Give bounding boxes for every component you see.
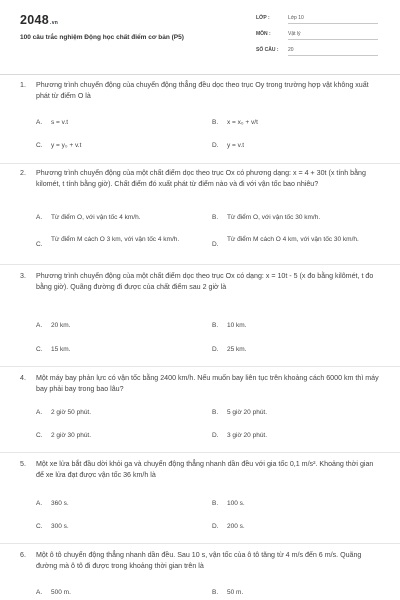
option-letter: B.	[212, 500, 219, 507]
option-letter: C.	[36, 241, 43, 248]
question-text: Một ô tô chuyển động thẳng nhanh dần đều. Sau 10 s, vận tốc của ô tô tăng từ 4 m/s đến 6 m/s. Quãng đường mà ô tô đi được trong khoảng thời gian trên là	[36, 551, 362, 570]
option-text: 500 m.	[51, 589, 71, 596]
question-number: 2.	[20, 169, 26, 177]
option-letter: D.	[212, 142, 219, 149]
class-label: LỚP :	[256, 15, 270, 21]
option-text: 10 km.	[227, 322, 247, 329]
option-text: 20 km.	[51, 322, 71, 329]
site-logo[interactable]	[20, 13, 58, 27]
option-letter: B.	[212, 409, 219, 416]
option-letter: A.	[36, 500, 43, 507]
option-text: y = v.t	[227, 142, 245, 149]
option-letter: A.	[36, 589, 43, 596]
question-text: Phương trình chuyển động của một chất điểm dọc theo trục Ox có phương dạng: x = 4 + 30t (x tính bằng kilomét, t tính bằng giờ). Chất điểm đó xuất phát từ điểm nào và đi với vận tốc bao nhiêu?	[36, 169, 366, 188]
question-divider	[0, 366, 400, 367]
question-number: 6.	[20, 551, 26, 559]
option-letter: A.	[36, 214, 43, 221]
option-letter: A.	[36, 409, 43, 416]
question-number: 1.	[20, 81, 26, 89]
option-letter: D.	[212, 241, 219, 248]
option-text: 3 giờ 20 phút.	[227, 432, 268, 439]
option-letter: D.	[212, 346, 219, 353]
option-text: 200 s.	[227, 523, 245, 530]
option-text: s = v.t	[51, 119, 69, 126]
question-text: Phương trình chuyển động của một chất điểm dọc theo trục Ox có dạng: x = 10t - 5 (x đo bằng kilômét, t đo bằng giờ). Quãng đường đi được của chất điểm sau 2 giờ là	[36, 272, 374, 291]
subject-label: MÔN :	[256, 31, 271, 37]
option-letter: B.	[212, 589, 219, 596]
option-letter: A.	[36, 119, 43, 126]
option-text: y = y₀ + v.t	[51, 142, 82, 149]
option-text: Từ điểm O, với vận tốc 30 km/h.	[227, 214, 321, 221]
subject-value: Vật lý	[288, 31, 378, 40]
question-divider	[0, 543, 400, 544]
option-text: 100 s.	[227, 500, 245, 507]
logo-text: 2048	[20, 13, 50, 27]
option-text: 360 s.	[51, 500, 69, 507]
question-divider	[0, 264, 400, 265]
count-value: 20	[288, 47, 378, 56]
option-text: Từ điểm M cách O 4 km, với vận tốc 30 km/h.	[227, 236, 359, 243]
question-number: 5.	[20, 460, 26, 468]
question-text: Phương trình chuyển động của chuyển động thẳng đều dọc theo trục Oy trong trường hợp vật không xuất phát từ điểm O là	[36, 81, 369, 100]
question-text: Một xe lửa bắt đầu dời khỏi ga và chuyển động thẳng nhanh dần đều với gia tốc 0,1 m/s². Khoảng thời gian để xe lửa đạt được vận tốc 36 km/h là	[36, 460, 374, 479]
document-title: 100 câu trắc nghiệm Động học chất điểm cơ bản (P5)	[20, 34, 184, 41]
question-number: 4.	[20, 374, 26, 382]
option-text: 50 m.	[227, 589, 244, 596]
option-text: x = x₀ + v/t	[227, 119, 258, 126]
page-header	[0, 0, 400, 64]
option-letter: B.	[212, 119, 219, 126]
option-letter: B.	[212, 322, 219, 329]
option-text: 15 km.	[51, 346, 71, 353]
option-text: Từ điểm O, với vận tốc 4 km/h.	[51, 214, 141, 221]
option-text: 2 giờ 50 phút.	[51, 409, 92, 416]
option-text: 5 giờ 20 phút.	[227, 409, 268, 416]
option-letter: D.	[212, 523, 219, 530]
option-letter: A.	[36, 322, 43, 329]
question-divider	[0, 163, 400, 164]
option-text: 300 s.	[51, 523, 69, 530]
option-text: Từ điểm M cách O 3 km, với vận tốc 4 km/h.	[51, 236, 180, 243]
option-letter: C.	[36, 142, 43, 149]
header-divider	[0, 74, 400, 75]
question-text: Một máy bay phản lực có vận tốc bằng 2400 km/h. Nếu muốn bay liên tục trên khoảng cách 6000 km thì máy bay phải bay trong bao lâu?	[36, 374, 379, 393]
option-text: 25 km.	[227, 346, 247, 353]
class-value: Lớp 10	[288, 15, 378, 24]
question-divider	[0, 452, 400, 453]
count-label: SỐ CÂU :	[256, 47, 279, 53]
question-number: 3.	[20, 272, 26, 280]
option-letter: D.	[212, 432, 219, 439]
option-text: 2 giờ 30 phút.	[51, 432, 92, 439]
option-letter: C.	[36, 346, 43, 353]
option-letter: C.	[36, 432, 43, 439]
option-letter: B.	[212, 214, 219, 221]
logo-suffix: .vn	[50, 20, 59, 26]
option-letter: C.	[36, 523, 43, 530]
